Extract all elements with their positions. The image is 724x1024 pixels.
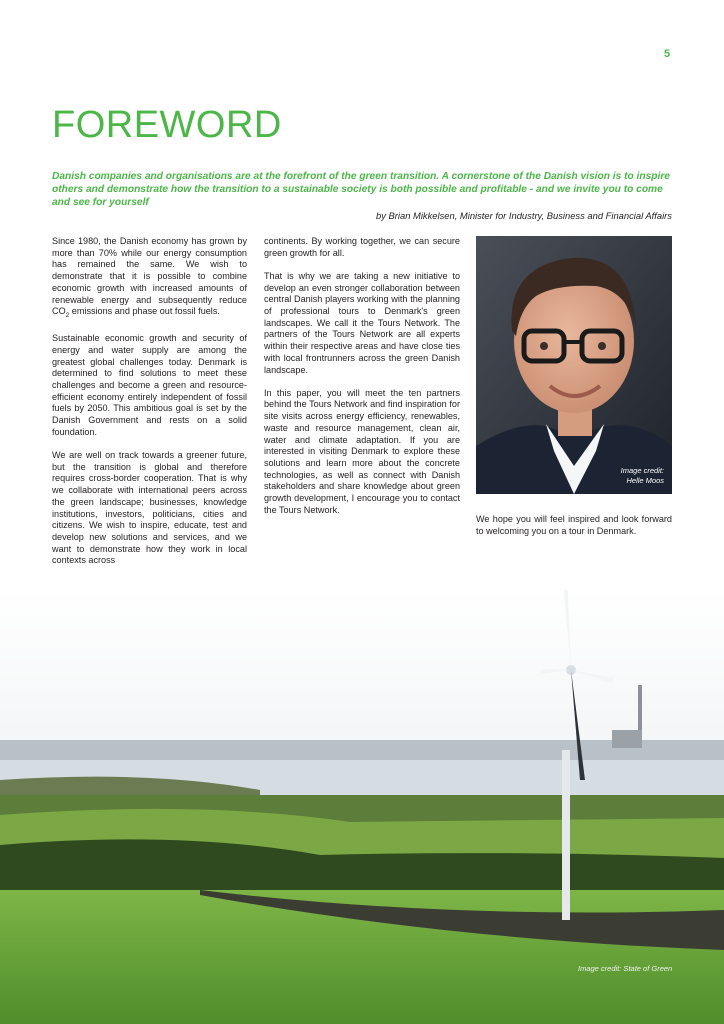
column1-paragraph-1: Since 1980, the Danish economy has grown by more than 70% while our energy consumption has remained the same. We wish to demonstrate that it is possible to combine economic growth with increased amounts of renewable energy and subsequently reduce $CO_2$ emissions and phase out fossil fuels. (52, 236, 247, 320)
portrait-credit: Image credit: Helle Moos (620, 466, 664, 485)
column1-paragraph-2: Sustainable economic growth and security of energy and water supply are among the greatest global challenges today. Denmark is determined to find solutions to meet these challenges and become a green and resource-efficient economy entirely independent of fossil fuels by 2050. This ambitious goal is set by the Danish Government and rests on a solid foundation. (52, 333, 247, 437)
landscape-illustration (0, 590, 724, 1024)
portrait-illustration (476, 236, 672, 494)
landscape-photo (0, 590, 724, 1024)
column2-paragraph-1: continents. By working together, we can secure green growth for all. (264, 236, 460, 258)
landscape-credit: Image credit: State of Green (578, 964, 673, 973)
page-title: FOREWORD (52, 104, 282, 146)
page-number: 5 (664, 48, 671, 60)
column3-paragraph-1: We hope you will feel inspired and look forward to welcoming you on a tour in Denmark. (476, 514, 672, 536)
portrait-photo (476, 236, 672, 494)
column2-paragraph-3: In this paper, you will meet the ten partners behind the Tours Network and find inspiration for site visits across energy efficiency, renewables, waste and resource management, clean air, water and climate adaptation. If you are interested in visiting Denmark to explore these solutions and learn more about the concrete technologies, as well as connect with Danish stakeholders and share knowledge about green growth development, I encourage you to contact the Tours Network. (264, 387, 460, 515)
body-column-3 (476, 514, 672, 549)
column1-paragraph-3: We are well on track towards a greener future, but the transition is global and therefore requires cross-border cooperation. That is why we collaborate with international peers across the green landscape; businesses, knowledge institutions, investors, politicians, cities and citizens. We wish to inspire, educate, test and develop new solutions and services, and we want to demonstrate how they work in local contexts across (52, 450, 247, 566)
body-column-1 (52, 236, 247, 579)
body-column-2 (264, 236, 460, 528)
lead-paragraph: Danish companies and organisations are at the forefront of the green transition. A cornerstone of the Danish vision is to inspire others and demonstrate how the transition to a sustainable society is both possible and profitable - and we invite you to come and see for yourself (52, 171, 670, 208)
byline: by Brian Mikkelsen, Minister for Industry, Business and Financial Affairs (376, 210, 672, 221)
column2-paragraph-2: That is why we are taking a new initiative to develop an even stronger collaboration between central Danish players working with the planning of professional tours to Denmark's green landscapes. We call it the Tours Network. The partners of the Tours Network are all experts within their respective areas and have close ties with local frontrunners across the green Danish landscape. (264, 270, 460, 375)
